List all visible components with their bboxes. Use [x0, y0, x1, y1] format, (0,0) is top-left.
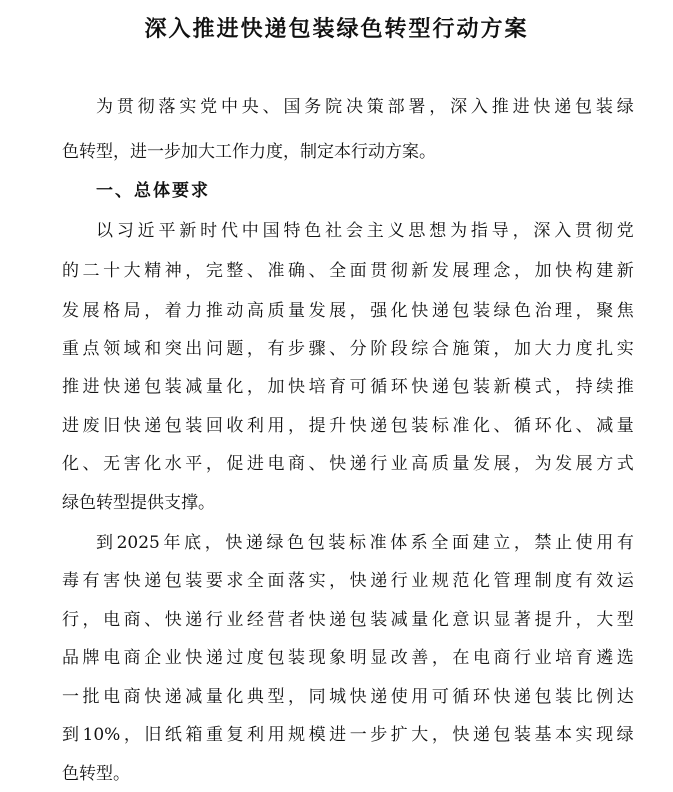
text-line: 行 ， 电 商 、 快 递 行 业 经 营 者 快 递 包 装 减 量 化 意 识 显 著 提 升 ， 大 型	[62, 610, 634, 630]
text-line: 进 废 旧 快 递 包 装 回 收 利 用 ， 提 升 快 递 包 装 标 准 化 、 循 环 化 、 减 量	[62, 416, 634, 436]
text-line: 的 二 十 大 精 神 ， 完 整 、 准 确 、 全 面 贯 彻 新 发 展 理 念 ， 加 快 构 建 新	[62, 261, 634, 281]
text-line: 色转型。	[62, 764, 130, 784]
text-line: 毒 有 害 快 递 包 装 要 求 全 面 落 实 ， 快 递 行 业 规 范 化 管 理 制 度 有 效 运	[62, 571, 634, 591]
text-line: 推 进 快 递 包 装 减 量 化 ， 加 快 培 育 可 循 环 快 递 包 装 新 模 式 ， 持 续 推	[62, 377, 634, 397]
text-line: 重 点 领 域 和 突 出 问 题 ， 有 步 骤 、 分 阶 段 综 合 施 策 ， 加 大 力 度 扎 实	[62, 339, 634, 359]
text-line: 以 习 近 平 新 时 代 中 国 特 色 社 会 主 义 思 想 为 指 导 ， 深 入 贯 彻 党	[96, 221, 634, 241]
text-line: 发 展 格 局 ， 着 力 推 动 高 质 量 发 展 ， 强 化 快 递 包 装 绿 色 治 理 ， 聚 焦	[62, 301, 634, 321]
text-line: 一 批 电 商 快 递 减 量 化 典 型 ， 同 城 快 递 使 用 可 循 环 快 递 包 装 比 例 达	[62, 687, 634, 707]
text-line: 为 贯 彻 落 实 党 中 央 、 国 务 院 决 策 部 署 ， 深 入 推 进 快 递 包 装 绿	[96, 97, 634, 117]
text-line: 绿色转型提供支撑。	[62, 493, 215, 513]
text-line: 到 10% ， 旧 纸 箱 重 复 利 用 规 模 进 一 步 扩 大 ， 快 递 包 装 基 本 实 现 绿	[62, 725, 634, 745]
text-line: 化 、 无 害 化 水 平 ， 促 进 电 商 、 快 递 行 业 高 质 量 发 展 ， 为 发 展 方 式	[62, 454, 634, 474]
text-line: 色转型，进一步加大工作力度，制定本行动方案。	[62, 142, 436, 162]
text-line: 到 2025 年 底 ， 快 递 绿 色 包 装 标 准 体 系 全 面 建 立 ， 禁 止 使 用 有	[96, 533, 634, 553]
section-heading: 一、总体要求	[96, 181, 210, 201]
text-line: 品 牌 电 商 企 业 快 递 过 度 包 装 现 象 明 显 改 善 ， 在 电 商 行 业 培 育 遴 选	[62, 648, 634, 668]
document-title: 深入推进快递包装绿色转型行动方案	[144, 17, 529, 42]
